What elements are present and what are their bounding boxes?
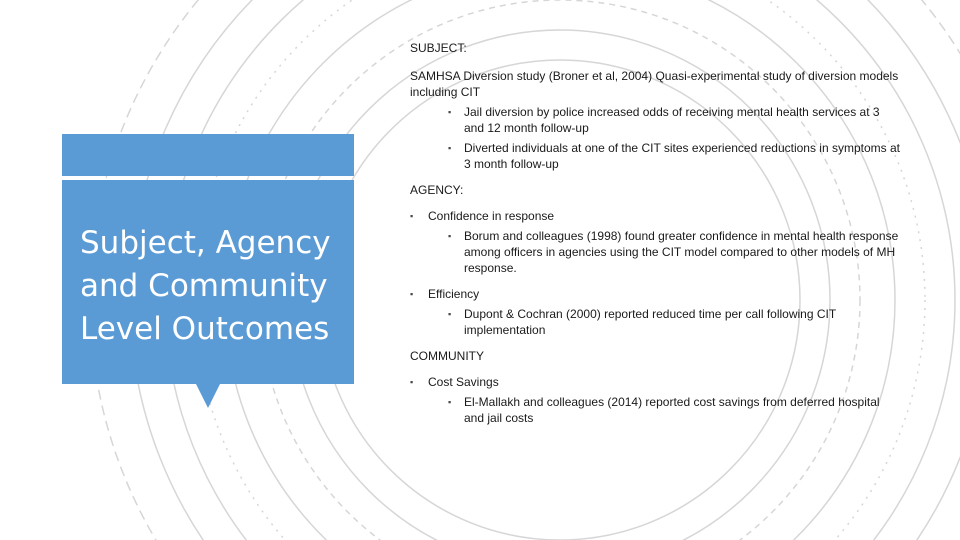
- subject-bullet: [410, 140, 900, 172]
- community-item-label: Cost Savings: [428, 375, 499, 389]
- bullet-marker: ▪: [448, 231, 452, 241]
- bullet-marker: ▪: [448, 107, 452, 117]
- community-heading: COMMUNITY: [410, 349, 484, 363]
- title-box-top-strip: [62, 134, 354, 176]
- subject-intro: SAMHSA Diversion study (Broner et al, 2004) Quasi-experimental study of diversion models including CIT: [410, 69, 899, 99]
- agency-sub-bullet-text: Borum and colleagues (1998) found greater confidence in mental health response among officers in agencies using the CIT model compared to other models of MH response.: [464, 229, 899, 275]
- subject-bullet-text: Jail diversion by police increased odds of receiving mental health services at 3 and 12 month follow-up: [464, 105, 880, 135]
- agency-item: [410, 286, 900, 302]
- community-sub-bullet-text: El-Mallakh and colleagues (2014) reported cost savings from deferred hospital and jail costs: [464, 395, 880, 425]
- bullet-marker: ▪: [410, 211, 414, 221]
- agency-item-label: Efficiency: [428, 287, 480, 301]
- bullet-marker: ▪: [448, 309, 452, 319]
- agency-item: [410, 208, 900, 224]
- agency-item-label: Confidence in response: [428, 209, 555, 223]
- agency-sub-bullet: [410, 228, 900, 276]
- bullet-marker: ▪: [448, 143, 452, 153]
- agency-sub-bullet: [410, 306, 900, 338]
- bullet-marker: ▪: [410, 289, 414, 299]
- bullet-marker: ▪: [410, 377, 414, 387]
- agency-heading: AGENCY:: [410, 183, 464, 197]
- bullet-marker: ▪: [448, 397, 452, 407]
- content-body: [410, 40, 900, 426]
- slide-title: Subject, Agency and Community Level Outcomes: [80, 225, 331, 347]
- subject-bullet: [410, 104, 900, 136]
- community-sub-bullet: [410, 394, 900, 426]
- community-item: [410, 374, 900, 390]
- subject-bullet-text: Diverted individuals at one of the CIT sites experienced reductions in symptoms at 3 month follow-up: [464, 141, 900, 171]
- title-box-pointer: [196, 384, 220, 408]
- subject-heading: SUBJECT:: [410, 41, 467, 55]
- agency-sub-bullet-text: Dupont & Cochran (2000) reported reduced time per call following CIT implementation: [464, 307, 836, 337]
